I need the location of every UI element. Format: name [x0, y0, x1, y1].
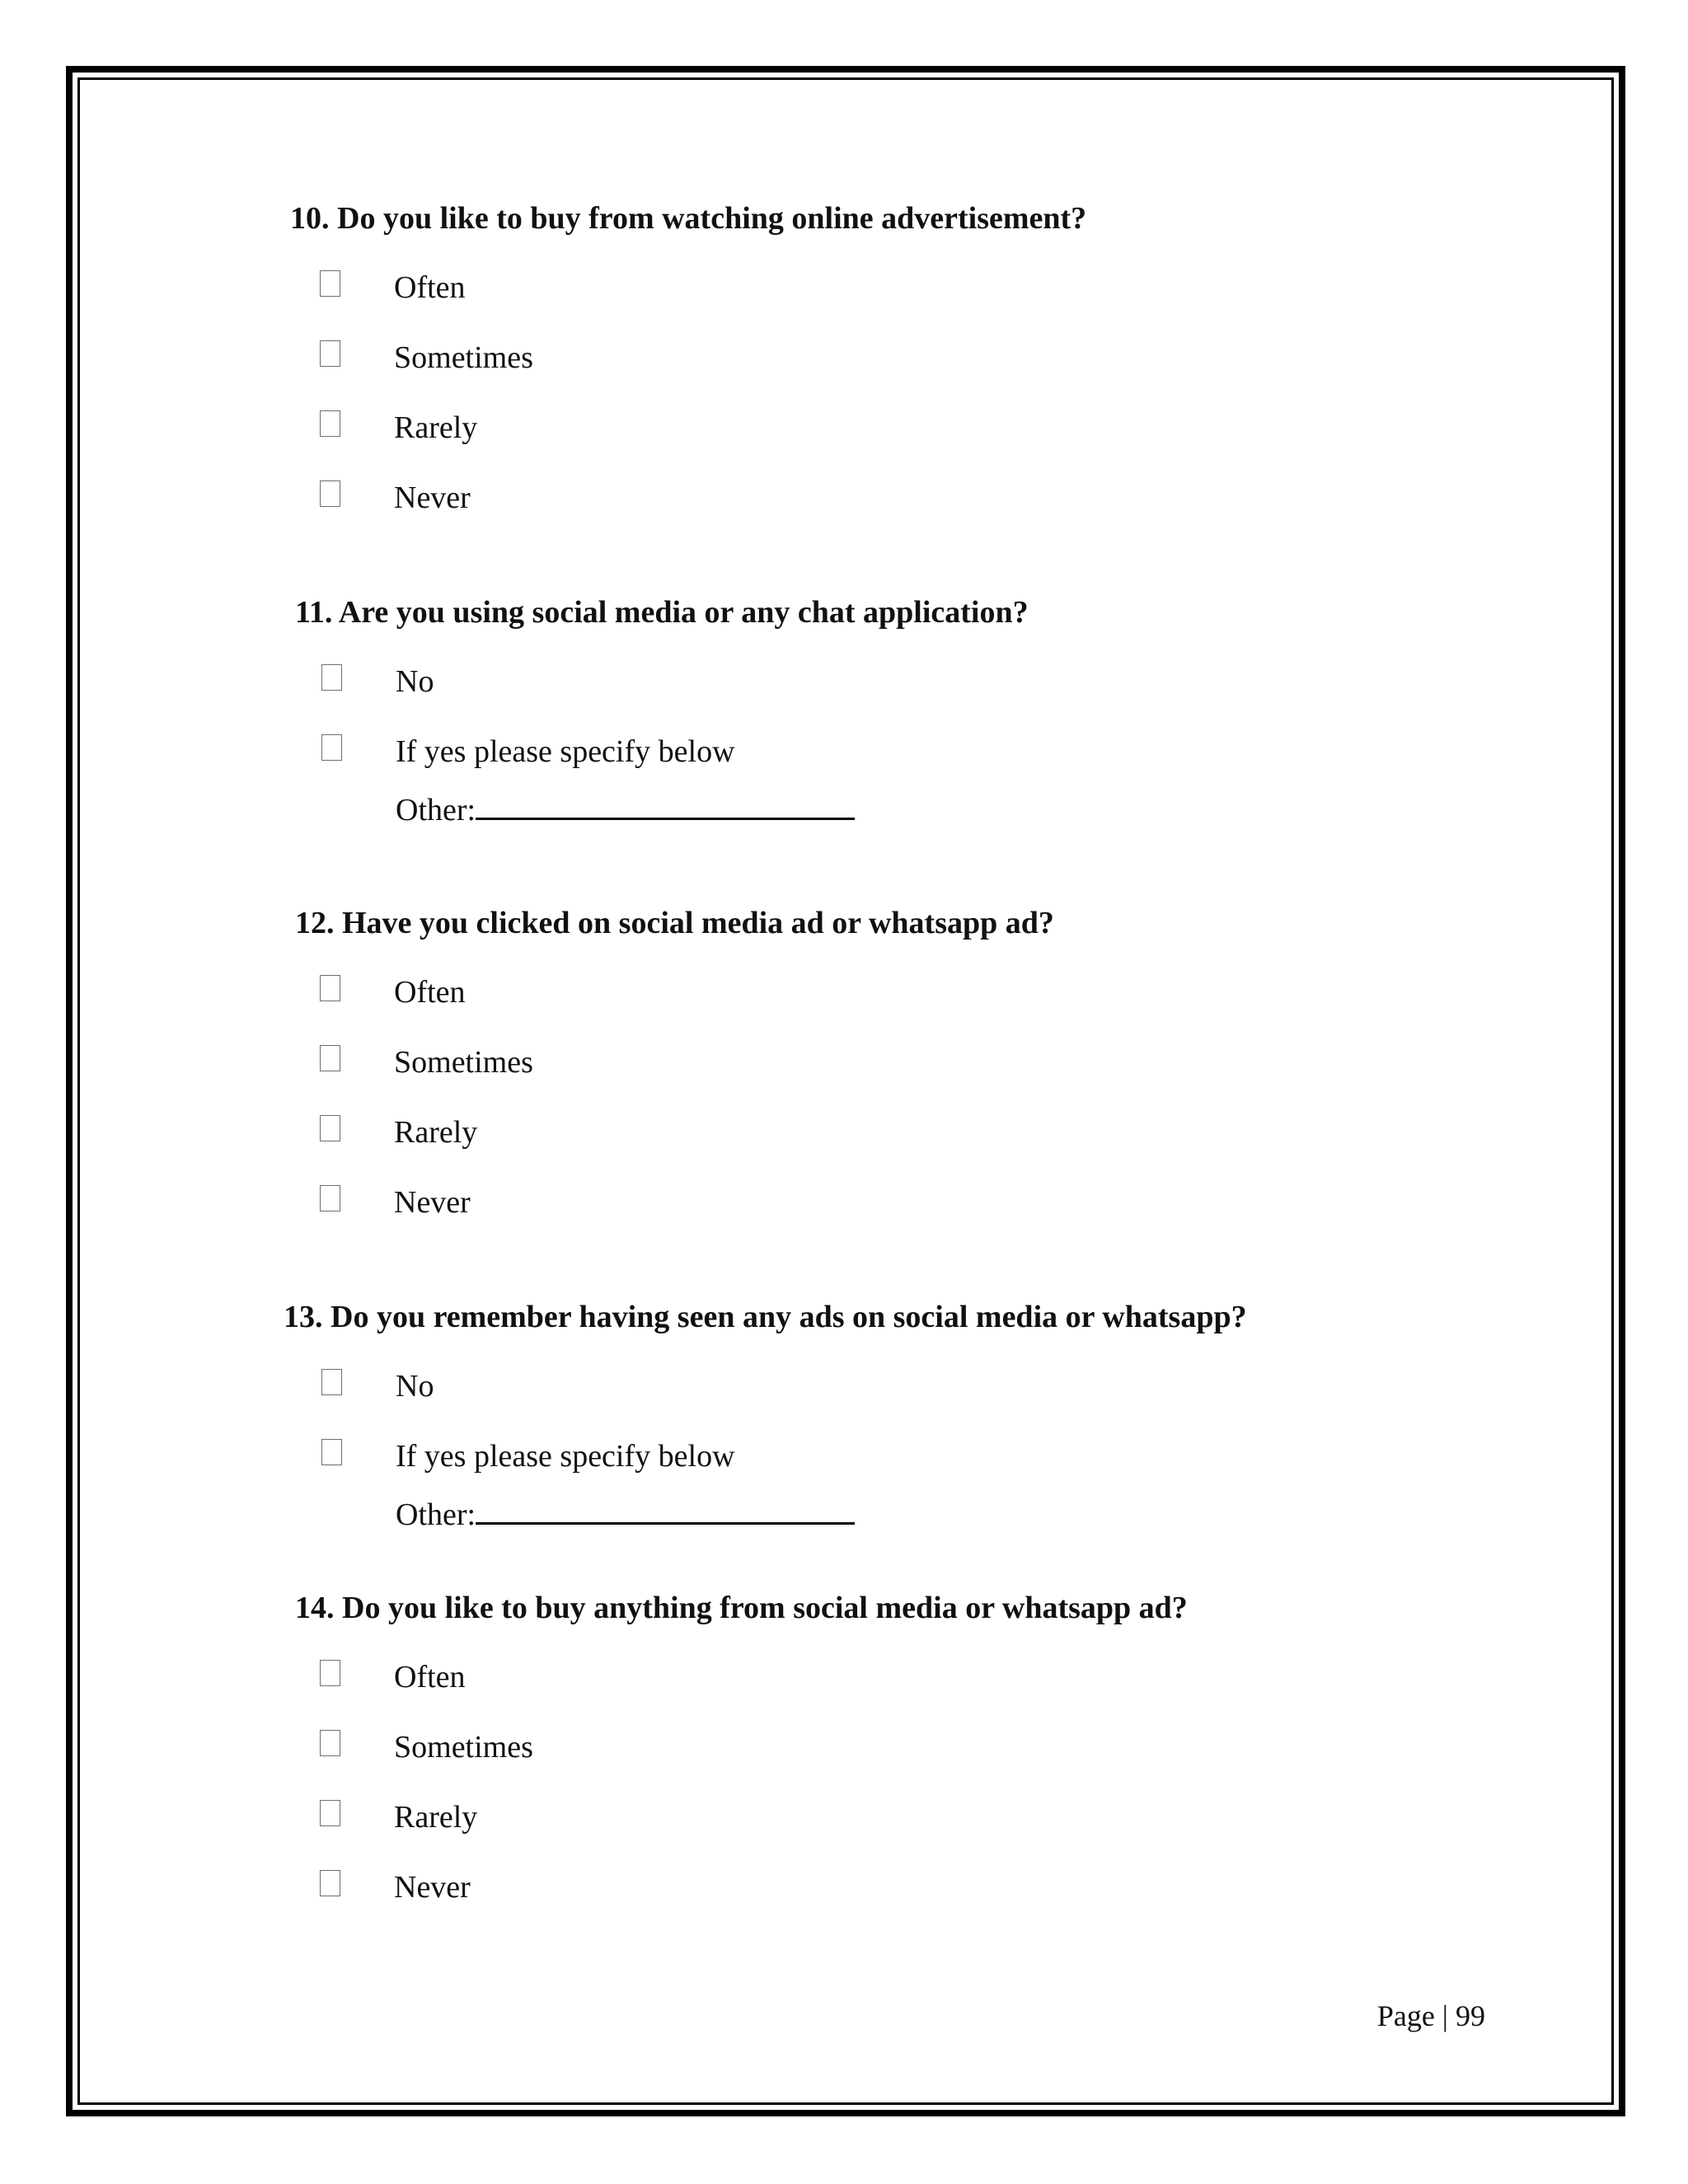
- q11-yes-label: If yes please specify below: [396, 734, 735, 769]
- q10-rarely-checkbox[interactable]: [320, 410, 340, 437]
- q11-yes-checkbox[interactable]: [321, 734, 342, 761]
- q10-sometimes-label: Sometimes: [394, 340, 533, 375]
- q11-other-blank-line[interactable]: [476, 793, 855, 820]
- q10-sometimes-checkbox[interactable]: [320, 340, 340, 367]
- q14-never-checkbox[interactable]: [320, 1870, 340, 1896]
- q14-often-label: Often: [394, 1660, 466, 1694]
- q11-no-checkbox[interactable]: [321, 664, 342, 691]
- q14-rarely-label: Rarely: [394, 1800, 478, 1835]
- question-12-title: 12. Have you clicked on social media ad or whatsapp ad?: [295, 906, 1054, 940]
- q12-often-label: Often: [394, 975, 466, 1010]
- q12-sometimes-label: Sometimes: [394, 1045, 533, 1080]
- page-border-inner: [77, 77, 1614, 2105]
- q13-other-field[interactable]: [396, 1497, 855, 1530]
- q11-other-label: Other:: [396, 793, 476, 827]
- q13-no-label: No: [396, 1369, 434, 1404]
- question-10-title: 10. Do you like to buy from watching online advertisement?: [290, 201, 1087, 236]
- question-13-title: 13. Do you remember having seen any ads on social media or whatsapp?: [284, 1300, 1247, 1334]
- page-number: Page | 99: [1376, 1999, 1485, 2032]
- question-11-title: 11. Are you using social media or any chat application?: [295, 595, 1029, 630]
- q12-rarely-label: Rarely: [394, 1115, 478, 1150]
- q13-no-checkbox[interactable]: [321, 1369, 342, 1395]
- q12-rarely-checkbox[interactable]: [320, 1115, 340, 1141]
- q13-yes-checkbox[interactable]: [321, 1439, 342, 1465]
- q14-rarely-checkbox[interactable]: [320, 1800, 340, 1826]
- q12-often-checkbox[interactable]: [320, 975, 340, 1001]
- q10-often-checkbox[interactable]: [320, 270, 340, 297]
- q10-never-label: Never: [394, 480, 471, 515]
- q14-sometimes-label: Sometimes: [394, 1730, 533, 1765]
- q10-often-label: Often: [394, 270, 466, 305]
- q11-no-label: No: [396, 664, 434, 699]
- q12-sometimes-checkbox[interactable]: [320, 1045, 340, 1071]
- q13-other-blank-line[interactable]: [476, 1497, 855, 1525]
- q12-never-label: Never: [394, 1185, 471, 1220]
- q14-often-checkbox[interactable]: [320, 1660, 340, 1686]
- question-14-title: 14. Do you like to buy anything from social media or whatsapp ad?: [295, 1591, 1188, 1625]
- q14-never-label: Never: [394, 1870, 471, 1905]
- q10-rarely-label: Rarely: [394, 410, 478, 445]
- q12-never-checkbox[interactable]: [320, 1185, 340, 1212]
- q14-sometimes-checkbox[interactable]: [320, 1730, 340, 1756]
- q10-never-checkbox[interactable]: [320, 480, 340, 507]
- q13-yes-label: If yes please specify below: [396, 1439, 735, 1474]
- q13-other-label: Other:: [396, 1497, 476, 1532]
- q11-other-field[interactable]: [396, 793, 855, 826]
